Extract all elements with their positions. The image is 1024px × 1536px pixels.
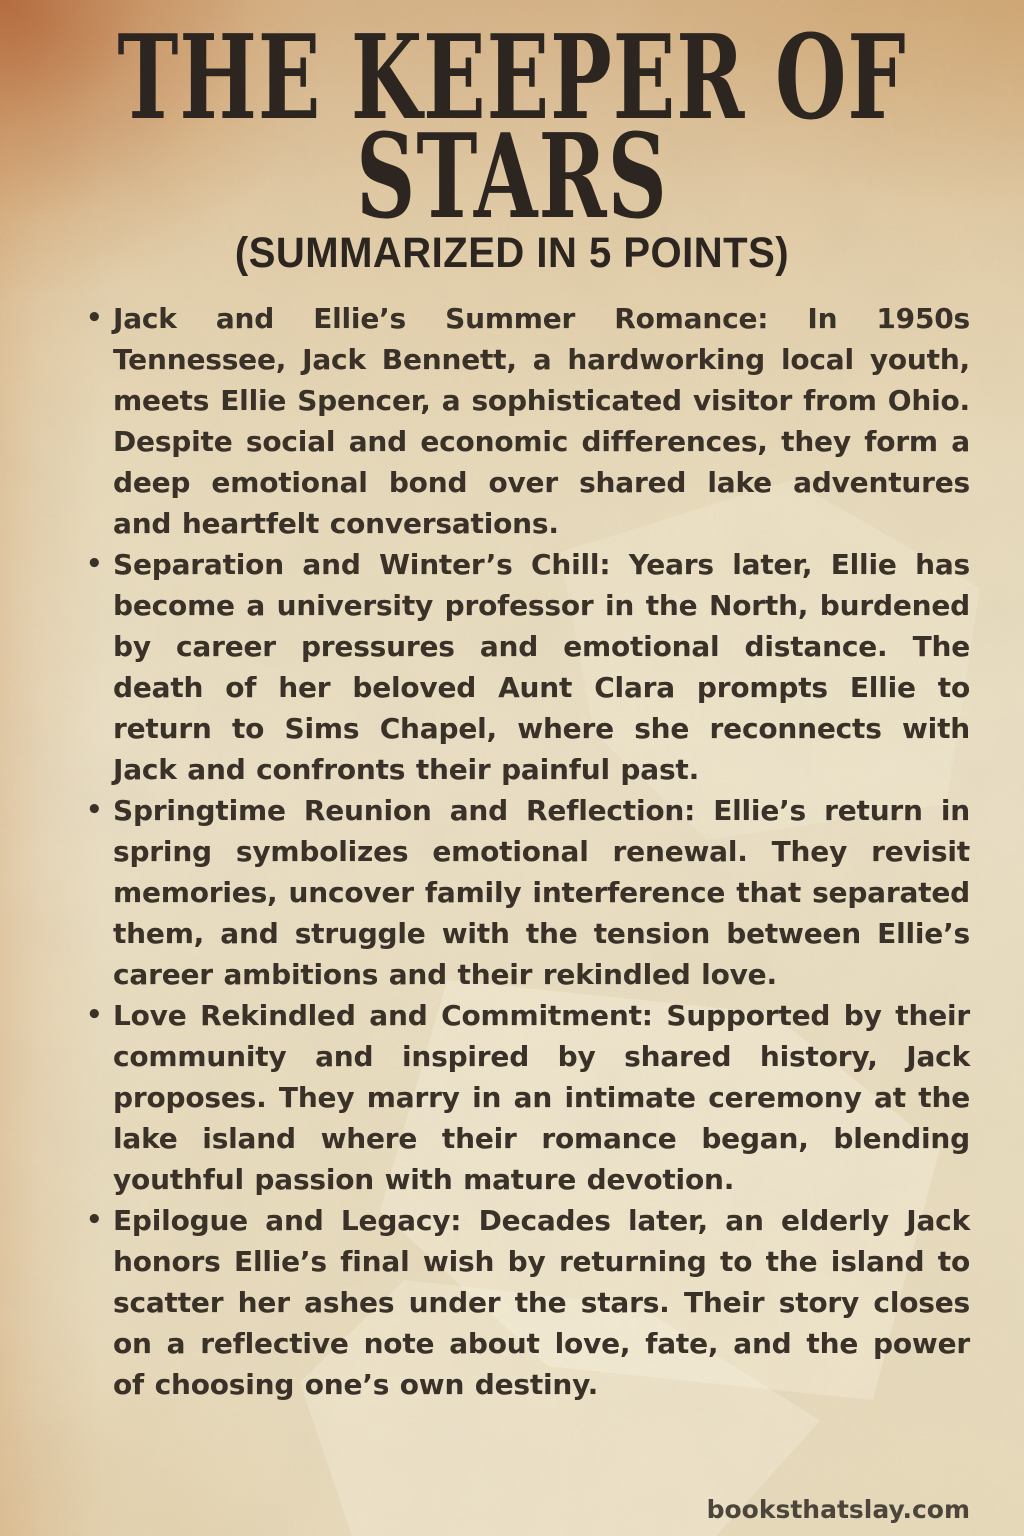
list-item (84, 1200, 970, 1405)
list-item (84, 544, 970, 790)
title-line-2: STARS (356, 108, 668, 246)
bullet-icon: • (86, 1000, 103, 1030)
bullet-icon: • (86, 1205, 103, 1235)
bullet-icon: • (86, 303, 103, 333)
page-subtitle: (SUMMARIZED IN 5 POINTS) (234, 229, 790, 277)
summary-point-text: Epilogue and Legacy: Decades later, an elderly Jack honors Ellie’s final wish by returning to the island to scatter her ashes under the stars. Their story closes on a reflective note about love, fate, and the power of choosing one’s own destiny. (113, 1204, 970, 1401)
page-title (0, 9, 1024, 246)
summary-points-list (84, 298, 970, 1405)
list-item (84, 995, 970, 1200)
bullet-icon: • (86, 795, 103, 825)
summary-point-text: Separation and Winter’s Chill: Years later, Ellie has become a university professor in the North, burdened by career pressures and emotional distance. The death of her beloved Aunt Clara prompts Ellie to return to Sims Chapel, where she reconnects with Jack and confronts their painful past. (113, 548, 970, 786)
header (0, 0, 1024, 276)
summary-point-text: Love Rekindled and Commitment: Supported by their community and inspired by shared history, Jack proposes. They marry in an intimate ceremony at the lake island where their romance began, blending youthful passion with mature devotion. (113, 999, 970, 1196)
title-line-1: THE KEEPER OF (117, 9, 907, 147)
bullet-icon: • (86, 549, 103, 579)
summary-point-text: Jack and Ellie’s Summer Romance: In 1950s Tennessee, Jack Bennett, a hardworking local youth, meets Ellie Spencer, a sophisticated visitor from Ohio. Despite social and economic differences, they form a deep emotional bond over shared lake adventures and heartfelt conversations. (113, 302, 970, 540)
list-item (84, 298, 970, 544)
summary-point-text: Springtime Reunion and Reflection: Ellie’s return in spring symbolizes emotional renewal. They revisit memories, uncover family interference that separated them, and struggle with the tension between Ellie’s career ambitions and their rekindled love. (113, 794, 970, 991)
site-watermark: booksthatslay.com (706, 1495, 970, 1524)
list-item (84, 790, 970, 995)
